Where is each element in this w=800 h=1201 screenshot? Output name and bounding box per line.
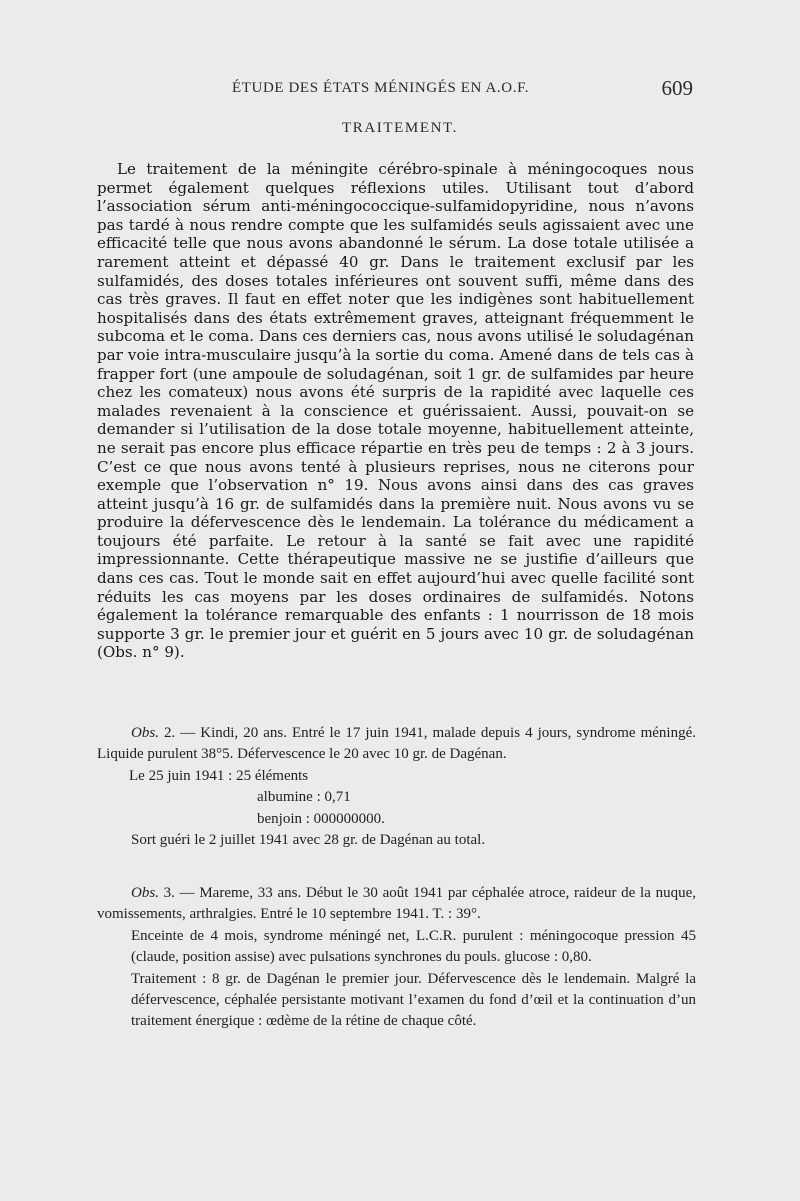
- observation-2-lab-line-1: Le 25 juin 1941 : 25 éléments: [129, 767, 309, 784]
- main-paragraph: Le traitement de la méningite cérébro-spinale à méningocoques nous permet également quelques réflexions utiles. Utilisant tout d’abord l’association sérum anti-méningococcique-sulfamidopyridine, nous n’avons pas tardé à nous rendre compte que les sulfamidés seuls agissaient avec une efficacité telle que nous avons abandonné le sérum. La dose totale utilisée a rarement atteint et dépassé 40 gr. Dans le traitement exclusif par les sulfamidés, des doses totales inférieures ont souvent suffi, même dans des cas très graves. Il faut en effet noter que les indigènes sont habituellement hospitalisés dans des états extrêmement graves, atteignant fréquemment le subcoma et le coma. Dans ces derniers cas, nous avons utilisé le soludagénan par voie intra-musculaire jusqu’à la sortie du coma. Amené dans de tels cas à frapper fort (une ampoule de soludagénan, soit 1 gr. de sulfamides par heure chez les comateux) nous avons été surpris de la rapidité avec laquelle ces malades revenaient à la conscience et guérissaient. Aussi, pouvait-on se demander si l’utilisation de la dose totale moyenne, habituellement atteinte, ne serait pas encore plus efficace répartie en très peu de temps : 2 à 3 jours. C’est ce que nous avons tenté à plusieurs reprises, nous ne citerons pour exemple que l’observation n° 19. Nous avons ainsi dans des cas graves atteint jusqu’à 16 gr. de sulfamidés dans la première nuit. Nous avons vu se produire la défervescence dès le lendemain. La tolérance du médicament a toujours été parfaite. Le retour à la santé se fait avec une rapidité impressionnante. Cette thérapeutique massive ne se justifie d’ailleurs que dans ces cas. Tout le monde sait en effet aujourd’hui avec quelle facilité sont réduits les cas moyens par les doses ordinaires de sulfamidés. Notons également la tolérance remarquable des enfants : 1 nourrisson de 18 mois supporte 3 gr. le premier jour et guérit en 5 jours avec 10 gr. de soludagénan (Obs. n° 9).: [97, 160, 694, 662]
- observation-3-intro: [97, 883, 696, 926]
- observation-3-treatment: Traitement : 8 gr. de Dagénan le premier jour. Défervescence dès le lendemain. Malgré la défervescence, céphalée persistante motivant l’examen du fond d’œil et la continuation d’un traitement énergique : œdème de la rétine de chaque côté.: [131, 970, 696, 1030]
- observation-2-lab-line-3: benjoin : 000000000.: [257, 810, 385, 827]
- observation-2-lab-line-2: albumine : 0,71: [257, 789, 351, 806]
- observation-2: [97, 723, 696, 851]
- observation-2-label: Obs.: [131, 725, 159, 741]
- observation-3-text: 3. — Mareme, 33 ans. Début le 30 août 1941 par céphalée atroce, raideur de la nuque, vomissements, arthralgies. Entré le 10 septembre 1941. T. : 39°.: [97, 885, 696, 923]
- running-header: [0, 76, 800, 100]
- observation-2-intro: [97, 723, 696, 766]
- running-title: ÉTUDE DES ÉTATS MÉNINGÉS EN A.O.F.: [232, 80, 530, 96]
- observation-3: [97, 883, 696, 1033]
- observation-3-findings: Enceinte de 4 mois, syndrome méningé net, L.C.R. purulent : méningocoque pression 45 (claude, position assise) avec pulsations synchrones du pouls. glucose : 0,80.: [131, 927, 696, 966]
- observation-2-outcome: Sort guéri le 2 juillet 1941 avec 28 gr. de Dagénan au total.: [131, 832, 486, 849]
- page-number: 609: [661, 76, 693, 100]
- observation-3-label: Obs.: [131, 885, 159, 901]
- section-heading: TRAITEMENT.: [341, 120, 459, 136]
- observation-2-text: 2. — Kindi, 20 ans. Entré le 17 juin 1941, malade depuis 4 jours, syndrome méningé. Liquide purulent 38°5. Défervescence le 20 avec 10 gr. de Dagénan.: [97, 725, 696, 763]
